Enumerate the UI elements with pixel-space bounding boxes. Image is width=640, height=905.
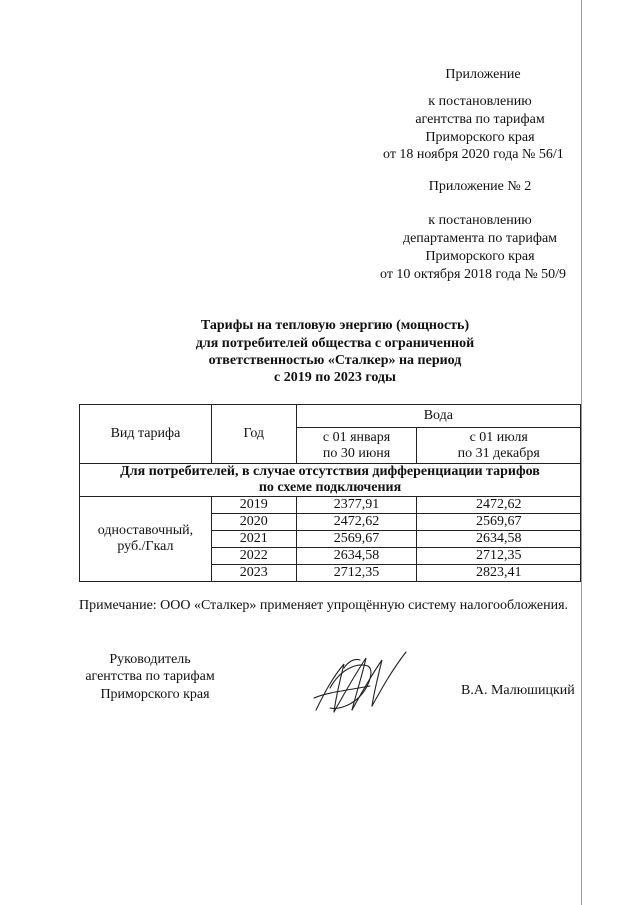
heading-line3: ответственностью «Сталкер» на период bbox=[208, 353, 462, 368]
tax-note: Примечание: ООО «Сталкер» применяет упрощённую систему налогообложения. bbox=[79, 598, 569, 613]
period-1-to: по 30 июня bbox=[322, 445, 391, 461]
header-period-1 bbox=[296, 428, 417, 464]
header-period-2 bbox=[417, 428, 581, 464]
section-row bbox=[80, 464, 581, 497]
period-2-from: с 01 июля bbox=[469, 429, 528, 445]
header-water: Вода bbox=[296, 405, 580, 428]
appendix-2-title: Приложение № 2 bbox=[428, 179, 532, 194]
tariff-h2-cell: 2634,58 bbox=[417, 531, 581, 548]
appendix-1-line1: к постановлению bbox=[428, 94, 532, 109]
header-year: Год bbox=[211, 405, 296, 464]
tariff-h1-cell: 2472,62 bbox=[296, 514, 417, 531]
heading-line4: с 2019 по 2023 годы bbox=[274, 370, 396, 385]
appendix-2-line3: Приморского края bbox=[425, 249, 535, 264]
scan-edge-line bbox=[581, 0, 582, 905]
year-cell: 2022 bbox=[211, 548, 296, 565]
appendix-1-line2: агентства по тарифам bbox=[415, 112, 545, 127]
signatory-position-line1: Руководитель bbox=[109, 652, 191, 667]
tariff-h2-cell: 2569,67 bbox=[417, 514, 581, 531]
signatory-position-line2: агентства по тарифам bbox=[85, 669, 215, 684]
tariff-type-line2: руб./Гкал bbox=[117, 539, 174, 554]
appendix-2-line1: к постановлению bbox=[428, 213, 532, 228]
tariff-h1-cell: 2634,58 bbox=[296, 548, 417, 565]
appendix-2-line4: от 10 октября 2018 года № 50/9 bbox=[380, 267, 567, 282]
handwritten-signature-icon bbox=[310, 648, 410, 720]
year-cell: 2020 bbox=[211, 514, 296, 531]
section-line1: Для потребителей, в случае отсутствия дифференциации тарифов bbox=[120, 464, 540, 479]
tariff-h2-cell: 2472,62 bbox=[417, 497, 581, 514]
tariff-table bbox=[79, 404, 581, 582]
appendix-2-line2: департамента по тарифам bbox=[402, 231, 558, 246]
tariff-h1-cell: 2712,35 bbox=[296, 565, 417, 582]
table-row bbox=[80, 497, 581, 514]
appendix-1-title: Приложение bbox=[445, 67, 521, 82]
heading-line1: Тарифы на тепловую энергию (мощность) bbox=[200, 318, 470, 333]
tariff-type-cell bbox=[80, 497, 212, 582]
tariff-h2-cell: 2712,35 bbox=[417, 548, 581, 565]
tariff-h1-cell: 2569,67 bbox=[296, 531, 417, 548]
heading-line2: для потребителей общества с ограниченной bbox=[195, 336, 475, 351]
year-cell: 2021 bbox=[211, 531, 296, 548]
signatory-position-line3: Приморского края bbox=[100, 687, 210, 702]
tariff-type-line1: одноставочный, bbox=[97, 523, 194, 538]
year-cell: 2019 bbox=[211, 497, 296, 514]
appendix-1-line4: от 18 ноября 2020 года № 56/1 bbox=[383, 147, 564, 162]
tariff-h2-cell: 2823,41 bbox=[417, 565, 581, 582]
period-1-from: с 01 января bbox=[322, 429, 391, 445]
header-tariff-type: Вид тарифа bbox=[80, 405, 212, 464]
signatory-name: В.А. Малюшицкий bbox=[461, 683, 575, 698]
section-line2: по схеме подключения bbox=[258, 480, 402, 495]
tariff-h1-cell: 2377,91 bbox=[296, 497, 417, 514]
year-cell: 2023 bbox=[211, 565, 296, 582]
appendix-1-line3: Приморского края bbox=[425, 130, 535, 145]
period-2-to: по 31 декабря bbox=[457, 445, 540, 461]
